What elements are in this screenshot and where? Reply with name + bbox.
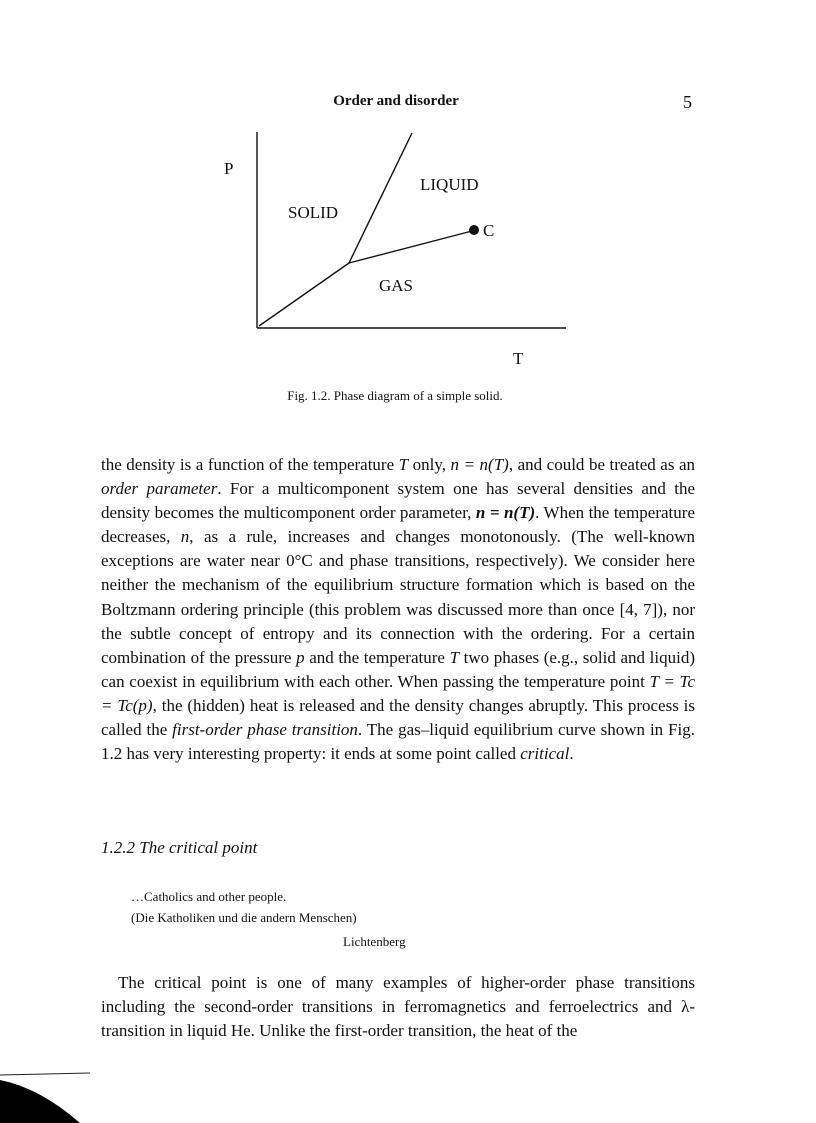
body-text-run: . When the temperature decreases, bbox=[101, 503, 695, 547]
symbol-T: T bbox=[398, 455, 409, 474]
melting-curve bbox=[349, 133, 412, 263]
body-text-run: only, bbox=[408, 455, 451, 474]
body-text-run: , the (hidden) heat is released and the density changes abruptly. This process is called the bbox=[101, 695, 696, 740]
scan-artifact-line bbox=[0, 1073, 90, 1075]
liquid-region-label: LIQUID bbox=[420, 175, 479, 194]
equation-vector-n-of-T: n = n(T) bbox=[475, 503, 536, 523]
gas-region-label: GAS bbox=[379, 276, 414, 295]
body-paragraph-2: The critical point is one of many examples of higher-order phase transitions including the second-order transitions in ferromagnetics and ferroelectrics and λ-transition in liquid He. Unlike the first-order transition, the heat of the bbox=[101, 973, 695, 1041]
body-text-run: , as a rule, increases and changes monotonously. (The well-known exceptions are water near 0°C and phase transitions, respectively). We consider here neither the mechanism of the equilibrium structure formation which is based on the Boltzmann ordering principle (this problem was discussed more than once [4, 7]), nor the subtle concept of entropy and its connection with the ordering. For a certain combination of the pressure bbox=[101, 527, 695, 667]
scan-artifact-blob bbox=[0, 1080, 80, 1123]
sublimation-curve bbox=[259, 263, 349, 326]
epigraph-author: Lichtenberg bbox=[343, 934, 406, 949]
t-axis-label: T bbox=[513, 349, 524, 368]
page-number: 5 bbox=[683, 92, 692, 112]
running-header-title: Order and disorder bbox=[333, 93, 459, 109]
figure-caption: Fig. 1.2. Phase diagram of a simple solid. bbox=[287, 388, 503, 403]
solid-region-label: SOLID bbox=[288, 203, 339, 222]
critical-point-marker bbox=[469, 225, 479, 235]
critical-point-label: C bbox=[483, 221, 495, 240]
body-text-run: and the temperature bbox=[304, 647, 450, 667]
body-paragraph-1 bbox=[101, 453, 695, 766]
term-first-order-phase-transition: first-order phase transition bbox=[172, 720, 358, 740]
body-text-run: . For a multicomponent system one has several densities and the density becomes the multicomponent order parameter, bbox=[101, 479, 696, 523]
equation-critical-temperature: T = Tc = Tc(p) bbox=[101, 671, 696, 715]
vaporization-curve bbox=[349, 231, 472, 263]
symbol-p: p bbox=[296, 647, 305, 667]
epigraph bbox=[131, 886, 421, 928]
scan-artifact-corner bbox=[0, 1020, 100, 1123]
body-text-run: two phases (e.g., solid and liquid) can coexist in equilibrium with each other. When passing the temperature point bbox=[101, 647, 695, 691]
epigraph-line: …Catholics and other people. bbox=[131, 889, 287, 904]
body-text-run: , and could be treated as an bbox=[508, 455, 695, 474]
phase-diagram bbox=[0, 0, 816, 420]
term-order-parameter: order parameter bbox=[101, 479, 218, 499]
section-heading: 1.2.2 The critical point bbox=[101, 838, 258, 857]
symbol-n: n bbox=[180, 527, 190, 547]
body-text-run: . The gas–liquid equilibrium curve shown in Fig. 1.2 has very interesting property: it ends at some point called bbox=[101, 720, 695, 764]
equation-n-of-T: n = n(T) bbox=[450, 455, 509, 474]
body-text-run: the density is a function of the temperature bbox=[101, 455, 399, 474]
p-axis-label: P bbox=[224, 159, 234, 178]
epigraph-line: (Die Katholiken und die andern Menschen) bbox=[131, 910, 357, 925]
body-text-run: . bbox=[569, 744, 574, 764]
phase-diagram-figure bbox=[0, 0, 816, 420]
symbol-T: T bbox=[449, 647, 460, 667]
term-critical: critical bbox=[520, 744, 570, 764]
